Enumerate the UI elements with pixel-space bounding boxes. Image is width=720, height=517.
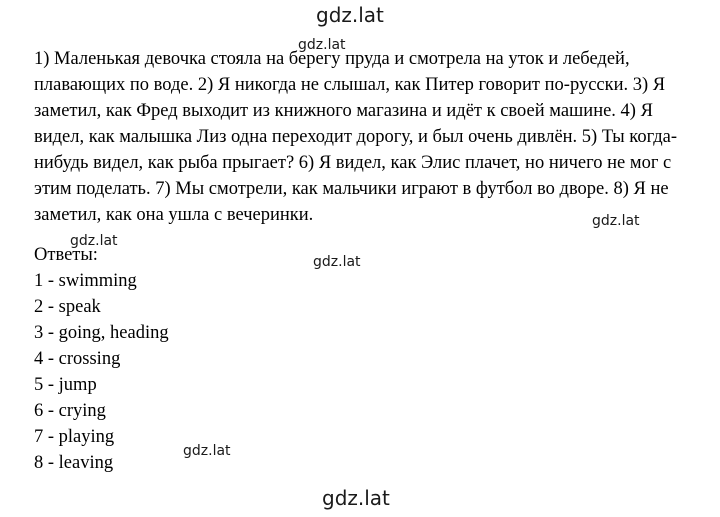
watermark-overlay: gdz.lat: [298, 37, 346, 53]
watermark-top: gdz.lat: [316, 3, 384, 27]
answer-item: 5 - jump: [34, 375, 97, 395]
answer-item: 3 - going, heading: [34, 323, 169, 343]
answer-item: 7 - playing: [34, 427, 115, 447]
translation-paragraph: 1) Маленькая девочка стояла на берегу пруда и смотрела на уток и лебедей, плавающих по воде. 2) Я никогда не слышал, как Питер говорит по-русски. 3) Я заметил, как Фред выходит из книжного магазина и идёт к своей машине. 4) Я видел, как малышка Лиз одна переходит дорогу, и был очень дивлён. 5) Ты когда-нибудь видел, как рыба прыгает? 6) Я видел, как Элис плачет, но ничего не мог с этим поделать. 7) Мы смотрели, как мальчики играют в футбол во дворе. 8) Я не заметил, как она ушла с вечеринки.: [34, 49, 678, 225]
answer-item: 2 - speak: [34, 297, 101, 317]
watermark-overlay: gdz.lat: [592, 213, 640, 229]
answers-list: [34, 268, 169, 476]
watermark-overlay: gdz.lat: [183, 443, 231, 459]
watermark-overlay: gdz.lat: [70, 233, 118, 249]
answer-item: 8 - leaving: [34, 453, 114, 473]
answer-item: 6 - crying: [34, 401, 106, 421]
answer-item: 1 - swimming: [34, 271, 137, 291]
watermark-overlay: gdz.lat: [313, 254, 361, 270]
answer-item: 4 - crossing: [34, 349, 121, 369]
watermark-bottom: gdz.lat: [322, 486, 390, 510]
answers-title: Ответы:: [34, 245, 98, 265]
